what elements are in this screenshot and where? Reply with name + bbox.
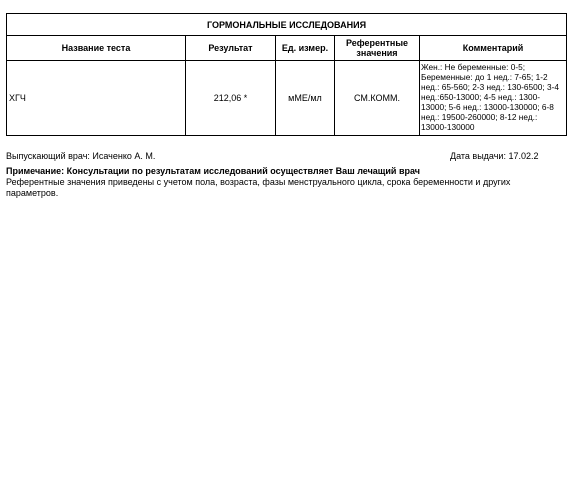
cell-reference: СМ.КОММ.	[335, 61, 420, 136]
note-text: Референтные значения приведены с учетом пола, возраста, фазы менструального цикла, срока беременности и других параметров.	[6, 177, 511, 198]
cell-test-name: ХГЧ	[7, 61, 186, 136]
cell-unit: мМЕ/мл	[276, 61, 335, 136]
header-reference: Референтные значения	[335, 36, 420, 61]
issuing-doctor: Выпускающий врач: Исаченко А. М.	[6, 151, 156, 161]
header-comment: Комментарий	[420, 36, 567, 61]
note-block	[6, 166, 554, 199]
table-title: ГОРМОНАЛЬНЫЕ ИССЛЕДОВАНИЯ	[7, 14, 567, 36]
results-table	[6, 13, 567, 136]
issue-date: Дата выдачи: 17.02.2	[450, 151, 539, 161]
header-test-name: Название теста	[7, 36, 186, 61]
header-result: Результат	[186, 36, 276, 61]
note-label: Примечание: Консультации по результатам исследований осуществляет Ваш лечащий врач	[6, 166, 420, 176]
header-unit: Ед. измер.	[276, 36, 335, 61]
footer-line	[6, 151, 566, 161]
results-document	[6, 13, 566, 136]
cell-comment: Жен.: Не беременные: 0-5; Беременные: до 1 нед.: 7-65; 1-2 нед.: 65-560; 2-3 нед.: 130-6500; 3-4 нед.:650-13000; 4-5 нед.: 1300-13000; 5-6 нед.: 13000-130000; 6-8 нед.: 19500-260000; 8-12 нед.: 13000-130000	[420, 61, 567, 136]
table-row	[7, 61, 567, 136]
cell-result: 212,06 *	[186, 61, 276, 136]
